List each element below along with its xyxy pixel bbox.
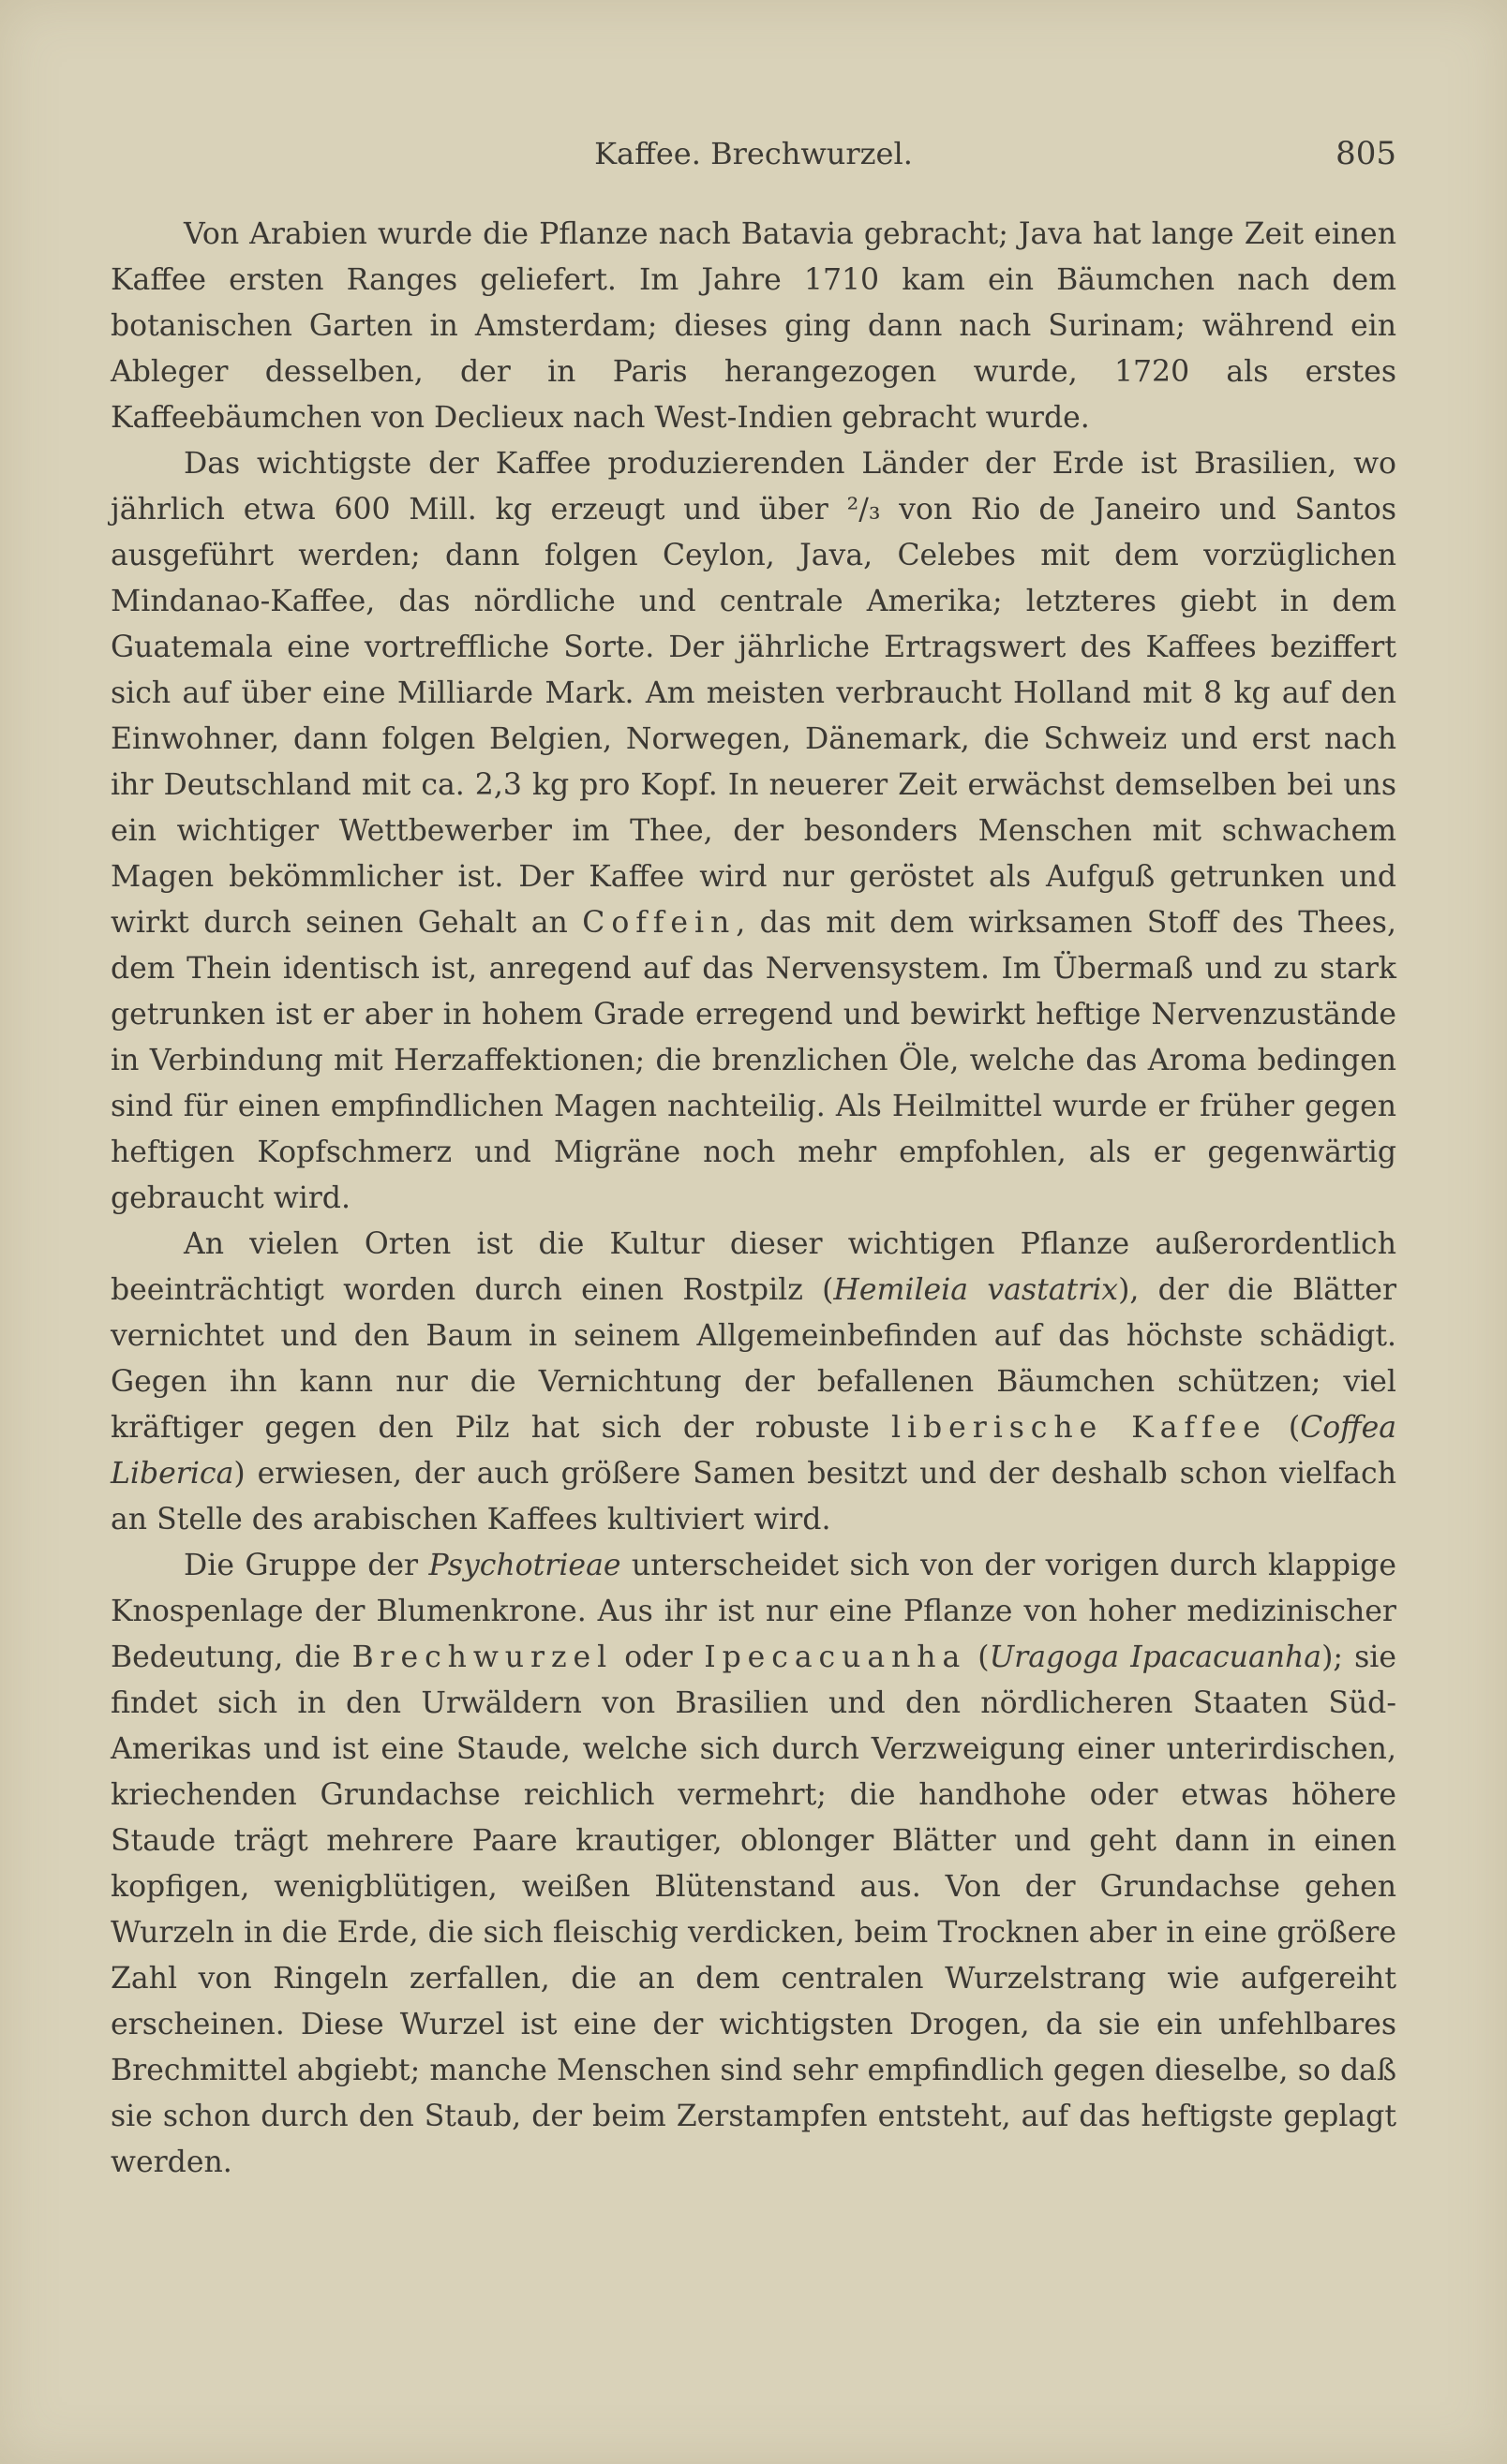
body-text [111,212,1396,2186]
latin-name: Uragoga Ipacacuanha [989,1640,1322,1674]
paragraph-text: ) erwiesen, der auch größere Samen besitzt und der deshalb schon vielfach an Stelle des arabischen Kaffees kultiviert wird. [111,1457,1396,1536]
latin-name: Coffea Liberica [111,1411,1396,1491]
paragraph-text: ( [966,1640,990,1674]
paragraph-4 [111,1543,1396,2186]
paragraph-text: Von Arabien wurde die Pflanze nach Batavia gebracht; Java hat lange Zeit einen Kaffee ersten Ranges geliefert. Im Jahre 1710 kam ein Bäumchen nach dem botanischen Garten in Amsterdam; dieses ging dann nach Surinam; während ein Ableger desselben, der in Paris herangezogen wurde, 1720 als erstes Kaffeebäumchen von Declieux nach West-Indien gebracht wurde. [111,217,1396,435]
paragraph-text: unterscheidet sich von der vorigen durch klappige Knospenlage der Blumenkrone. Aus ihr ist nur eine Pflanze von hoher medizinischer Bedeutung, die [111,1549,1396,1674]
paragraph-text: , das mit dem wirksamen Stoff des Thees, dem Thein identisch ist, anregend auf das Nervensystem. Im Übermaß und zu stark getrunken ist er aber in hohem Grade erregend und bewirkt heftige Nervenzustände in Verbindung mit Herzaffektionen; die brenzlichen Öle, welche das Aroma bedingen sind für einen empfindlichen Magen nachteilig. Als Heilmittel wurde er früher gegen heftigen Kopfschmerz und Migräne noch mehr empfohlen, als er gegenwärtig gebraucht wird. [111,906,1396,1215]
paragraph-text: Das wichtigste der Kaffee produzierenden Länder der Erde ist Brasilien, wo jährlich etwa 600 Mill. kg erzeugt und über ²/₃ von Rio de Janeiro und Santos ausgeführt werden; dann folgen Ceylon, Java, Celebes mit dem vorzüglichen Mindanao-Kaffee, das nördliche und centrale Amerika; letzteres giebt in dem Guatemala eine vortreffliche Sorte. Der jährliche Ertragswert des Kaffees beziffert sich auf über eine Milliarde Mark. Am meisten verbraucht Holland mit 8 kg auf den Einwohner, dann folgen Belgien, Norwegen, Dänemark, die Schweiz und erst nach ihr Deutschland mit ca. 2,3 kg pro Kopf. In neuerer Zeit erwächst demselben bei uns ein wichtiger Wettbewerber im Thee, der besonders Menschen mit schwachem Magen bekömmlicher ist. Der Kaffee wird nur geröstet als Aufguß getrunken und wirkt durch seinen Gehalt an [111,447,1396,940]
paragraph-text: ), der die Blätter vernichtet und den Baum in seinem Allgemeinbefinden auf das höchste schädigt. Gegen ihn kann nur die Vernichtung der befallenen Bäumchen schützen; viel kräftiger gegen den Pilz hat sich der robuste [111,1273,1397,1445]
paragraph-text: An vielen Orten ist die Kultur dieser wichtigen Pflanze außerordentlich beeinträchtigt worden durch einen Rostpilz ( [111,1227,1396,1307]
spaced-term: Brechwurzel [351,1640,614,1674]
latin-name: Psychotrieae [428,1549,621,1582]
spaced-term: Coffein [582,906,737,940]
running-title: Kaffee. Brechwurzel. [594,136,913,171]
paragraph-text: ); sie findet sich in den Urwäldern von Brasilien und den nördlicheren Staaten Süd-Amerikas und ist eine Staude, welche sich durch Verzweigung einer unterirdischen, kriechenden Grundachse reichlich vermehrt; die handhohe oder etwas höhere Staude trägt mehrere Paare krautiger, oblonger Blätter und geht dann in einen kopfigen, wenigblütigen, weißen Blütenstand aus. Von der Grundachse gehen Wurzeln in die Erde, die sich fleischig verdicken, beim Trocknen aber in eine größere Zahl von Ringeln zerfallen, die an dem centralen Wurzelstrang wie aufgereiht erscheinen. Diese Wurzel ist eine der wichtigsten Drogen, da sie ein unfehlbares Brechmittel abgiebt; manche Menschen sind sehr empfindlich gegen dieselbe, so daß sie schon durch den Staub, der beim Zerstampfen entsteht, auf das heftigste geplagt werden. [111,1640,1396,2179]
paragraph-1 [111,212,1396,441]
paragraph-text: ( [1266,1411,1301,1445]
latin-name: Hemileia vastatrix [833,1273,1119,1307]
paragraph-2 [111,441,1396,1222]
page-header [111,131,1396,176]
spaced-term: liberische Kaffee [891,1411,1267,1445]
paragraph-3 [111,1222,1396,1543]
spaced-term: Ipecacuanha [704,1640,967,1674]
paragraph-text: oder [613,1640,705,1674]
page-number: 805 [1335,135,1396,172]
paragraph-text: Die Gruppe der [184,1549,429,1582]
